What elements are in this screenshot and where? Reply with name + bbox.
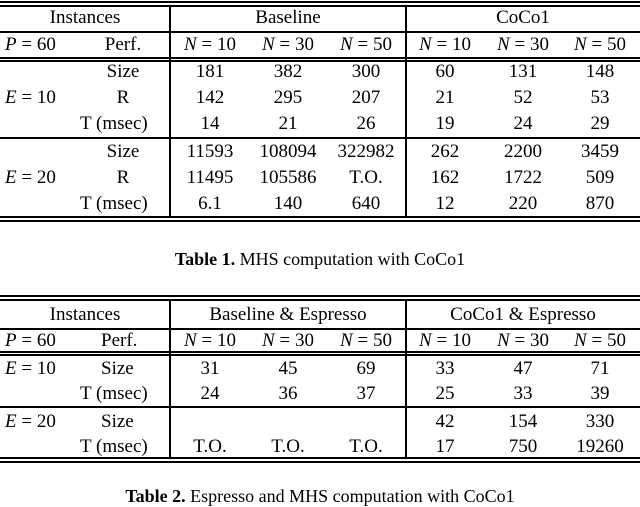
table-cell: 29 (590, 113, 610, 134)
column-header: N = 30 (497, 330, 549, 351)
table-bottom-rule (0, 220, 640, 222)
row-group-label: E = 20 (5, 167, 56, 188)
caption-label: Table 2. (125, 486, 186, 506)
table-cell: 24 (200, 383, 220, 404)
table-cell: 11495 (186, 167, 234, 188)
table-caption (0, 486, 640, 507)
table-bottom-rule (0, 461, 640, 463)
caption-label: Table 1. (174, 249, 236, 269)
header-group-1: Baseline & Espresso (209, 304, 367, 325)
table-cell: 154 (508, 411, 538, 432)
table-bottom-rule (0, 216, 640, 218)
table-cell: T.O. (349, 167, 383, 188)
table-cell: T.O. (349, 436, 383, 457)
column-header: N = 10 (419, 330, 471, 351)
table-cell: 11593 (186, 141, 234, 162)
table-cell: 640 (351, 193, 381, 214)
table-cell: 31 (200, 358, 220, 379)
column-header: N = 10 (419, 34, 471, 55)
column-header: N = 50 (574, 34, 626, 55)
table-cell: 142 (195, 87, 225, 108)
table-cell: 3459 (581, 141, 619, 162)
group-rule (0, 406, 640, 408)
table-cell: 21 (435, 87, 455, 108)
row-metric: Size (101, 411, 134, 432)
subheader-rule (0, 60, 640, 62)
subheader-param: P = 60 (5, 330, 56, 351)
table-cell: 207 (351, 87, 381, 108)
subheader-perf: Perf. (101, 330, 138, 351)
row-metric: T (msec) (80, 436, 148, 457)
table-cell: 53 (590, 87, 610, 108)
row-metric: T (msec) (80, 383, 148, 404)
table-cell: 6.1 (198, 193, 222, 214)
header-group-2: CoCo1 (496, 7, 550, 28)
column-header: N = 30 (262, 34, 314, 55)
column-divider (169, 300, 171, 457)
row-group-label: E = 10 (5, 358, 56, 379)
header-group-1: Baseline (255, 7, 321, 28)
row-metric: T (msec) (80, 113, 148, 134)
column-header: N = 10 (184, 34, 236, 55)
header-group-2: CoCo1 & Espresso (450, 304, 596, 325)
column-header: N = 10 (184, 330, 236, 351)
table-cell: 509 (585, 167, 615, 188)
table-cell: 750 (508, 436, 538, 457)
column-header: N = 30 (497, 34, 549, 55)
table-cell: 24 (513, 113, 533, 134)
table-cell: 26 (356, 113, 376, 134)
table-cell: 105586 (259, 167, 317, 188)
header-instances: Instances (49, 304, 121, 325)
table-cell: 870 (585, 193, 615, 214)
table-cell: 17 (435, 436, 455, 457)
row-metric: R (116, 167, 130, 188)
column-header: N = 50 (574, 330, 626, 351)
table-cell: 322982 (337, 141, 395, 162)
table-cell: 1722 (504, 167, 542, 188)
column-header: N = 50 (340, 330, 392, 351)
table-cell: 19260 (576, 436, 624, 457)
column-divider (405, 300, 407, 457)
table-cell: 295 (273, 87, 303, 108)
table-cell: 108094 (259, 141, 317, 162)
subheader-perf: Perf. (104, 34, 142, 55)
table-cell: 330 (585, 411, 615, 432)
table-cell: T.O. (193, 436, 227, 457)
table-cell: 39 (590, 383, 610, 404)
subheader-rule (0, 354, 640, 356)
table-cell: 33 (435, 358, 455, 379)
header-instances: Instances (49, 7, 121, 28)
subheader-param: P = 60 (5, 34, 56, 55)
table-cell: 42 (435, 411, 455, 432)
table-caption (0, 249, 640, 270)
table-cell: 25 (435, 383, 455, 404)
table-cell: 300 (351, 61, 381, 82)
row-group-label: E = 20 (5, 411, 56, 432)
column-header: N = 50 (340, 34, 392, 55)
column-divider (405, 6, 407, 216)
table-cell: 220 (508, 193, 538, 214)
row-group-label: E = 10 (5, 87, 56, 108)
table-cell: 36 (278, 383, 298, 404)
table-top-rule (0, 1, 640, 3)
table-cell: 21 (278, 113, 298, 134)
table-cell: 14 (200, 113, 220, 134)
table-cell: 19 (435, 113, 455, 134)
table-cell: 71 (590, 358, 610, 379)
table-cell: 45 (278, 358, 298, 379)
header-rule (0, 31, 640, 33)
table-cell: 148 (585, 61, 615, 82)
table-cell: 33 (513, 383, 533, 404)
table-cell: 382 (273, 61, 303, 82)
table-cell: 37 (356, 383, 376, 404)
table-cell: 262 (430, 141, 460, 162)
table-cell: 47 (513, 358, 533, 379)
row-metric: Size (106, 141, 140, 162)
table-cell: T.O. (271, 436, 305, 457)
subheader-rule (0, 57, 640, 59)
table-cell: 181 (195, 61, 225, 82)
table-cell: 131 (508, 61, 538, 82)
table-cell: 162 (430, 167, 460, 188)
table-cell: 60 (435, 61, 455, 82)
table-cell: 69 (356, 358, 376, 379)
row-metric: Size (101, 358, 134, 379)
table-cell: 12 (435, 193, 455, 214)
table-cell: 2200 (504, 141, 542, 162)
caption-text: Espresso and MHS computation with CoCo1 (185, 486, 515, 506)
table-cell: 140 (273, 193, 303, 214)
row-metric: R (116, 87, 130, 108)
table-top-rule (0, 299, 640, 301)
row-metric: T (msec) (80, 193, 148, 214)
row-metric: Size (106, 61, 140, 82)
table-cell: 52 (513, 87, 533, 108)
caption-text: MHS computation with CoCo1 (235, 249, 466, 269)
table-top-rule (0, 295, 640, 297)
column-divider (169, 6, 171, 216)
group-rule (0, 137, 640, 139)
column-header: N = 30 (262, 330, 314, 351)
